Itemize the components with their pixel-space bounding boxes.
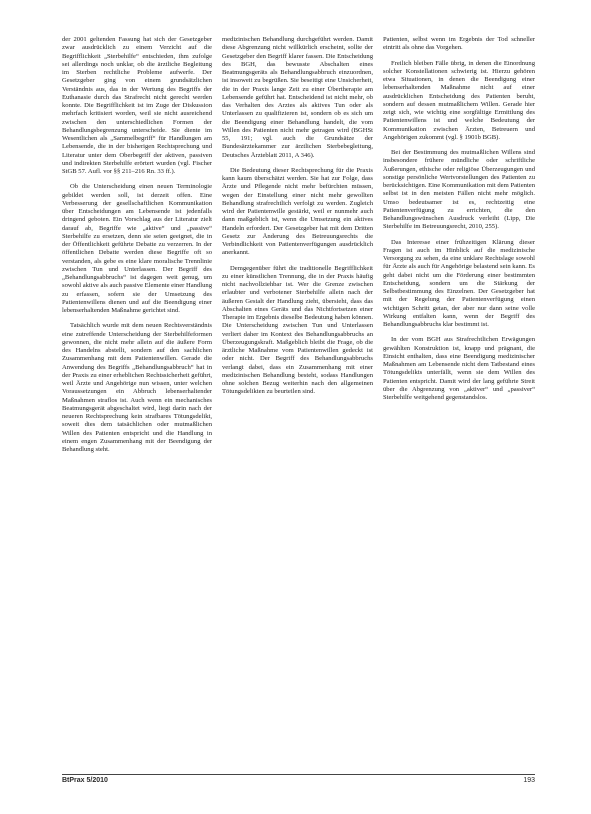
journal-name: BtPrax 5/2010	[62, 777, 108, 784]
paragraph: Bei der Bestimmung des mutmaßlichen Willens sind insbesondere frühere mündliche oder schriftliche Äußerungen, ethische oder religiöse Überzeugungen und sonstige persönliche Wertvorstellungen des Patienten zu berücksichtigen. Eine Kommunikation mit dem Patienten selbst ist in den meisten Fällen nicht mehr möglich. Umso bedeutsamer ist es, rechtzeitig eine Patientenverfügung zu errichten, die den Behandlungswünschen Ausdruck verleiht (Lipp, Die Sterbehilfe im Betreuungsrecht, 2010, 255).	[383, 149, 535, 231]
paragraph: Patienten, selbst wenn im Ergebnis der Tod schneller eintritt als ohne das Vorgehen.	[383, 36, 535, 52]
paragraph: Tatsächlich wurde mit dem neuen Rechtsverständnis eine zutreffende Unterscheidung der Sterbehilfeformen gewonnen, die nicht mehr allein auf die äußere Form des Handelns abstellt, sondern auf den sachlichen Zusammenhang mit dem Patientenwillen. Gerade die Anwendung des Begriffs „Behandlungsabbruch“ hat in der Praxis zu einer erheblichen Rechtssicherheit geführt, weil Ärzte und Angehörige nun wissen, unter welchen Voraussetzungen ein Abbruch lebenserhaltender Maßnahmen straflos ist. Auch wenn ein mechanisches Beatmungsgerät abgeschaltet wird, liegt darin nach der neueren Rechtsprechung kein strafbares Tötungsdelikt, soweit dies dem tatsächlichen oder mutmaßlichen Willen des Patienten entspricht und die Handlung in einem engen Zusammenhang mit der Beendigung der Behandlung steht.	[62, 322, 212, 453]
text-column-2	[222, 36, 373, 404]
paragraph: In der vom BGH aus Strafrechtlichen Erwägungen gewählten Konstruktion ist, knapp und prägnant, die Einsicht enthalten, dass eine Beendigung medizinischer Maßnahmen am Lebensende nicht dem Tatbestand eines Tötungsdelikts unterfällt, wenn sie dem Willen des Patienten entspricht. Damit wird der lang geführte Streit über die Abgrenzung von „aktiver“ und „passiver“ Sterbehilfe weitgehend gegenstandslos.	[383, 336, 535, 401]
paragraph: Freilich bleiben Fälle übrig, in denen die Einordnung solcher Konstellationen schwierig ist. Hierzu gehören etwa Situationen, in denen die Beendigung einer lebenserhaltenden Maßnahme nicht auf einer ausdrücklichen Entscheidung des Patienten beruht, sondern auf dessen mutmaßlichem Willen. Gerade hier zeigt sich, wie wichtig eine sorgfältige Ermittlung des Patientenwillens ist und welche Bedeutung der Kommunikation zwischen Ärzten, Betreuern und Angehörigen zukommt (vgl. § 1901b BGB).	[383, 59, 535, 141]
text-column-3	[383, 36, 535, 409]
page-footer	[62, 774, 535, 789]
paragraph: medizinischen Behandlung durchgeführt werden. Damit diese Abgrenzung nicht willkürlich erscheint, sollte der Gesetzgeber den Begriff klarer fassen. Die Entscheidung des BGH, das bewusste Abschalten eines Beatmungsgeräts als Behandlungsabbruch einzuordnen, ist insoweit zu begrüßen. Sie beseitigt eine Unsicherheit, die in der Praxis lange Zeit zu einer Übertherapie am Lebensende geführt hat. Entscheidend ist nicht mehr, ob das Verhalten des Arztes als aktives Tun oder als Unterlassen zu qualifizieren ist, sondern ob es sich um die Beendigung einer Behandlung handelt, die vom Willen des Patienten nicht mehr getragen wird (BGHSt 55, 191; vgl. auch die Grundsätze der Bundesärztekammer zur ärztlichen Sterbebegleitung, Deutsches Ärzteblatt 2011, A 346).	[222, 36, 373, 159]
paragraph: Demgegenüber führt die traditionelle Begrifflichkeit zu einer künstlichen Trennung, die in der Praxis häufig nicht nachvollziehbar ist. Wer die Grenze zwischen erlaubter und verbotener Sterbehilfe allein nach der äußeren Gestalt der Handlung zieht, übersieht, dass das Abschalten eines Geräts und das Nichtfortsetzen einer Therapie im Ergebnis dieselbe Bedeutung haben können. Die Unterscheidung zwischen Tun und Unterlassen verliert daher im Kontext des Behandlungsabbruchs an Überzeugungskraft. Maßgeblich bleibt die Frage, ob die ärztliche Maßnahme vom Patientenwillen gedeckt ist oder nicht. Der Begriff des Behandlungsabbruchs verlangt dabei, dass ein Zusammenhang mit einer medizinischen Behandlung besteht, sodass Handlungen ohne solchen Bezug weiterhin nach den allgemeinen Tötungsdelikten zu beurteilen sind.	[222, 264, 373, 396]
paragraph: Das Interesse einer frühzeitigen Klärung dieser Fragen ist auch im Hinblick auf die medizinische Versorgung zu sehen, da eine unklare Rechtslage sowohl für Ärzte als auch für Angehörige belastend sein kann. Es geht dabei nicht um die Förderung einer bestimmten Entscheidung, sondern um die Stärkung der Selbstbestimmung des Einzelnen. Der Gesetzgeber hat mit der Regelung der Patientenverfügung einen wichtigen Schritt getan, der aber nur dann seine volle Wirkung entfalten kann, wenn der Begriff des Behandlungsabbruchs klar bestimmt ist.	[383, 238, 535, 328]
text-column-1	[62, 36, 212, 461]
paragraph: Ob die Unterscheidung einen neuen Terminologie gebildet werden soll, ist derzeit offen. Eine Verbesserung der gesellschaftlichen Kommunikation über Entscheidungen am Lebensende ist jedenfalls dringend geboten. Ein Vorschlag aus der Literatur zielt darauf ab, Begriffe wie „aktive“ und „passive“ Sterbehilfe zu ersetzen, denn sie seien geeignet, die in der Öffentlichkeit geführte Debatte zu verzerren. In der öffentlichen Debatte werden diese Begriffe oft so verstanden, als gebe es eine klare moralische Trennlinie zwischen Tun und Unterlassen. Der Begriff des „Behandlungsabbruchs“ ist dagegen weit genug, um sowohl aktive als auch passive Elemente einer Handlung zu erfassen, sofern sie der Umsetzung des Patientenwillens dienen und auf die Beendigung einer lebenserhaltenden Maßnahme gerichtet sind.	[62, 183, 212, 314]
paragraph: der 2001 geltenden Fassung hat sich der Gesetzgeber zwar ausdrücklich zu einem Verzicht auf die Begrifflichkeit „Sterbehilfe“ entschieden, ihm zufolge sei allerdings noch unklar, ob die ärztliche Begleitung im Sterben rechtliche Probleme aufwerfe. Der Gesetzgeber ging von einem grundsätzlichen Verständnis aus, das in der Wertung des Begriffs der Euthanasie durch das Strafrecht nicht gerecht werden konnte. Die Begrifflichkeit ist im Zuge der Diskussion mehrfach kritisiert worden, weil sie nicht ausreichend zwischen den unterschiedlichen Formen der Behandlungsbegrenzung unterscheide. Sie diente im Wesentlichen als „Sammelbegriff“ für Handlungen am Lebensende, die in der bisherigen Rechtsprechung und Literatur unter dem Oberbegriff der aktiven, passiven und indirekten Sterbehilfe erörtert wurden (vgl. Fischer StGB 57. Aufl. vor §§ 211–216 Rn. 33 ff.).	[62, 36, 212, 175]
page-number: 193	[523, 777, 535, 784]
paragraph: Die Bedeutung dieser Rechtsprechung für die Praxis kann kaum überschätzt werden. Sie hat zur Folge, dass Ärzte und Pflegende nicht mehr befürchten müssen, wegen der Einstellung einer nicht mehr gewollten Behandlung strafrechtlich verfolgt zu werden. Zugleich wird der Patientenwille gestärkt, weil er nunmehr auch dann maßgeblich ist, wenn die Umsetzung ein aktives Handeln erfordert. Der Gesetzgeber hat mit dem Dritten Gesetz zur Änderung des Betreuungsrechts die Verbindlichkeit von Patientenverfügungen ausdrücklich anerkannt.	[222, 166, 373, 257]
